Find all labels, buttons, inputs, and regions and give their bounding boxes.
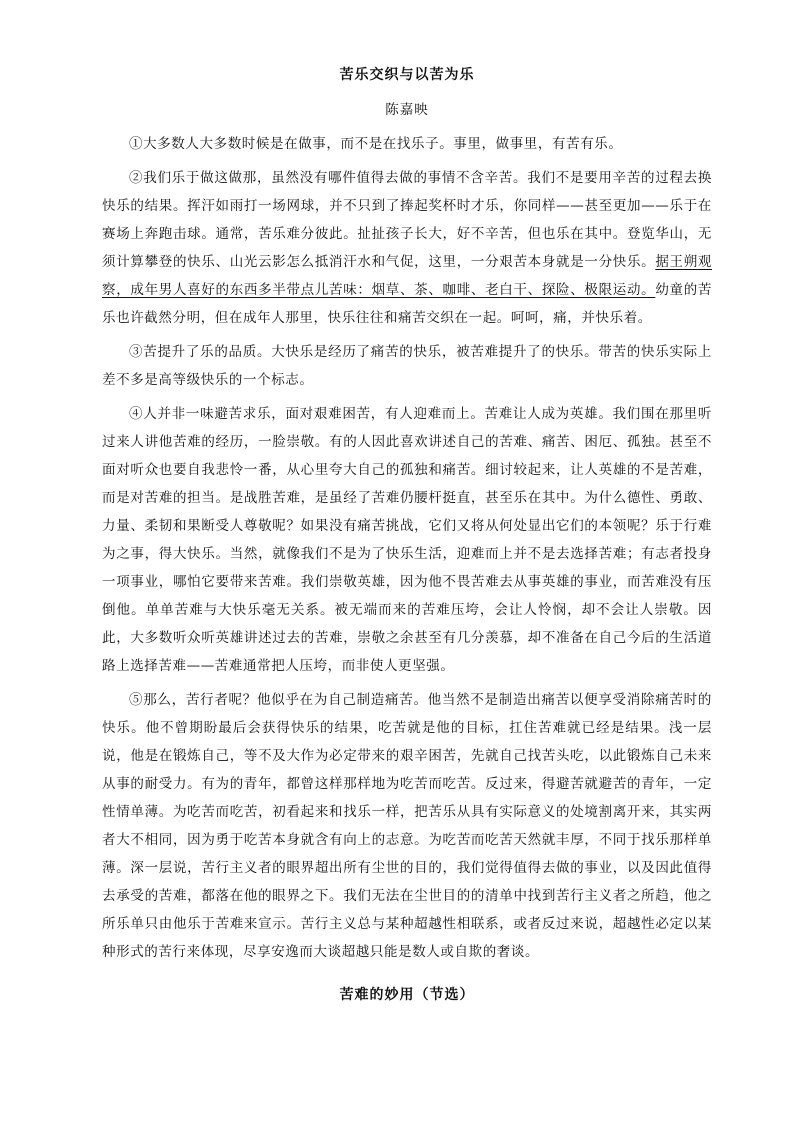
paragraph-2	[102, 164, 712, 332]
paragraph-5: ⑤那么，苦行者呢？他似乎在为自己制造痛苦。他当然不是制造出痛苦以便享受消除痛苦时的快乐。他不曾期盼最后会获得快乐的结果，吃苦就是他的目标，扛住苦难就已经是结果。浅一层说，他是在锻炼自己，等不及大作为必定带来的艰辛困苦，先就自己找苦头吃，以此锻炼自己未来从事的耐受力。有为的青年，都曾这样那样地为吃苦而吃苦。反过来，得避苦就避苦的青年，一定性情单薄。为吃苦而吃苦，初看起来和找乐一样，把苦乐从具有实际意义的处境割离开来，其实两者大不相同，因为勇于吃苦本身就含有向上的志意。为吃苦而吃苦天然就丰厚，不同于找乐那样单薄。深一层说，苦行主义者的眼界超出所有尘世的目的，我们觉得值得去做的事业，以及因此值得去承受的苦难，都落在他的眼界之下。我们无法在尘世目的的清单中找到苦行主义者之所趋，他之所乐单只由他乐于苦难来宣示。苦行主义总与某种超越性相联系，或者反过来说，超越性必定以某种形式的苦行来体现，尽享安逸而大谈超越只能是数人或自欺的奢谈。	[102, 692, 712, 960]
paragraph-4: ④人并非一味避苦求乐，面对艰难困苦，有人迎难而上。苦难让人成为英雄。我们围在那里听过来人讲他苦难的经历，一脸崇敬。有的人因此喜欢讲述自己的苦难、痛苦、困厄、孤独。甚至不面对听众也要自我悲怜一番，从心里夸大自己的孤独和痛苦。细讨较起来，让人英雄的不是苦难，而是对苦难的担当。是战胜苦难，是虽经了苦难仍腰杆挺直，甚至乐在其中。为什么德性、勇敢、力量、柔韧和果断受人尊敬呢？如果没有痛苦挑战，它们又将从何处显出它们的本领呢？乐于行难为之事，得大快乐。当然，就像我们不是为了快乐生活，迎难而上并不是去选择苦难；有志者投身一项事业，哪怕它要带来苦难。我们崇敬英雄，因为他不畏苦难去从事英雄的事业，而苦难没有压倒他。单单苦难与大快乐毫无关系。被无端而来的苦难压垮，会让人怜悯，却不会让人崇敬。因此，大多数听众听英雄讲述过去的苦难，崇敬之余甚至有几分羡慕，却不准备在自己今后的生活道路上选择苦难——苦难通常把人压垮，而非使人更坚强。	[102, 406, 712, 674]
paragraph-3: ③苦提升了乐的品质。大快乐是经历了痛苦的快乐，被苦难提升了的快乐。带苦的快乐实际上差不多是高等级快乐的一个标志。	[102, 344, 712, 388]
paragraph-2-text-b: 幼童的苦乐也许截然分明，但在成年人那里，快乐往往和痛苦交织在一起。呵呵，痛，并快乐着。	[102, 282, 712, 326]
next-section-title: 苦难的妙用（节选）	[339, 987, 475, 1003]
paragraph-1: ①大多数人大多数时候是在做事，而不是在找乐子。事里，做事里，有苦有乐。	[129, 136, 623, 152]
article	[102, 64, 712, 1004]
article-author: 陈嘉映	[385, 102, 429, 118]
paragraph-2-text-a: ②我们乐于做这做那，虽然没有哪件值得去做的事情不含辛苦。我们不是要用辛苦的过程去换快乐的结果。挥汗如雨打一场网球，并不只到了捧起奖杯时才乐，你同样——甚至更加——乐于在赛场上奔跑击球。通常，苦乐难分彼此。扯扯孩子长大，好不辛苦，但也乐在其中。登览华山，无须计算攀登的快乐、山光云影怎么抵消汗水和气促，这里，一分艰苦本身就是一分快乐。	[102, 170, 712, 270]
article-title: 苦乐交织与以苦为乐	[339, 67, 475, 83]
paragraph-2-underlined-sentence: 据王朔观察，成年男人喜好的东西多半带点儿苦味：烟草、茶、咖啡、老白干、探险、极限运动。	[102, 254, 712, 298]
